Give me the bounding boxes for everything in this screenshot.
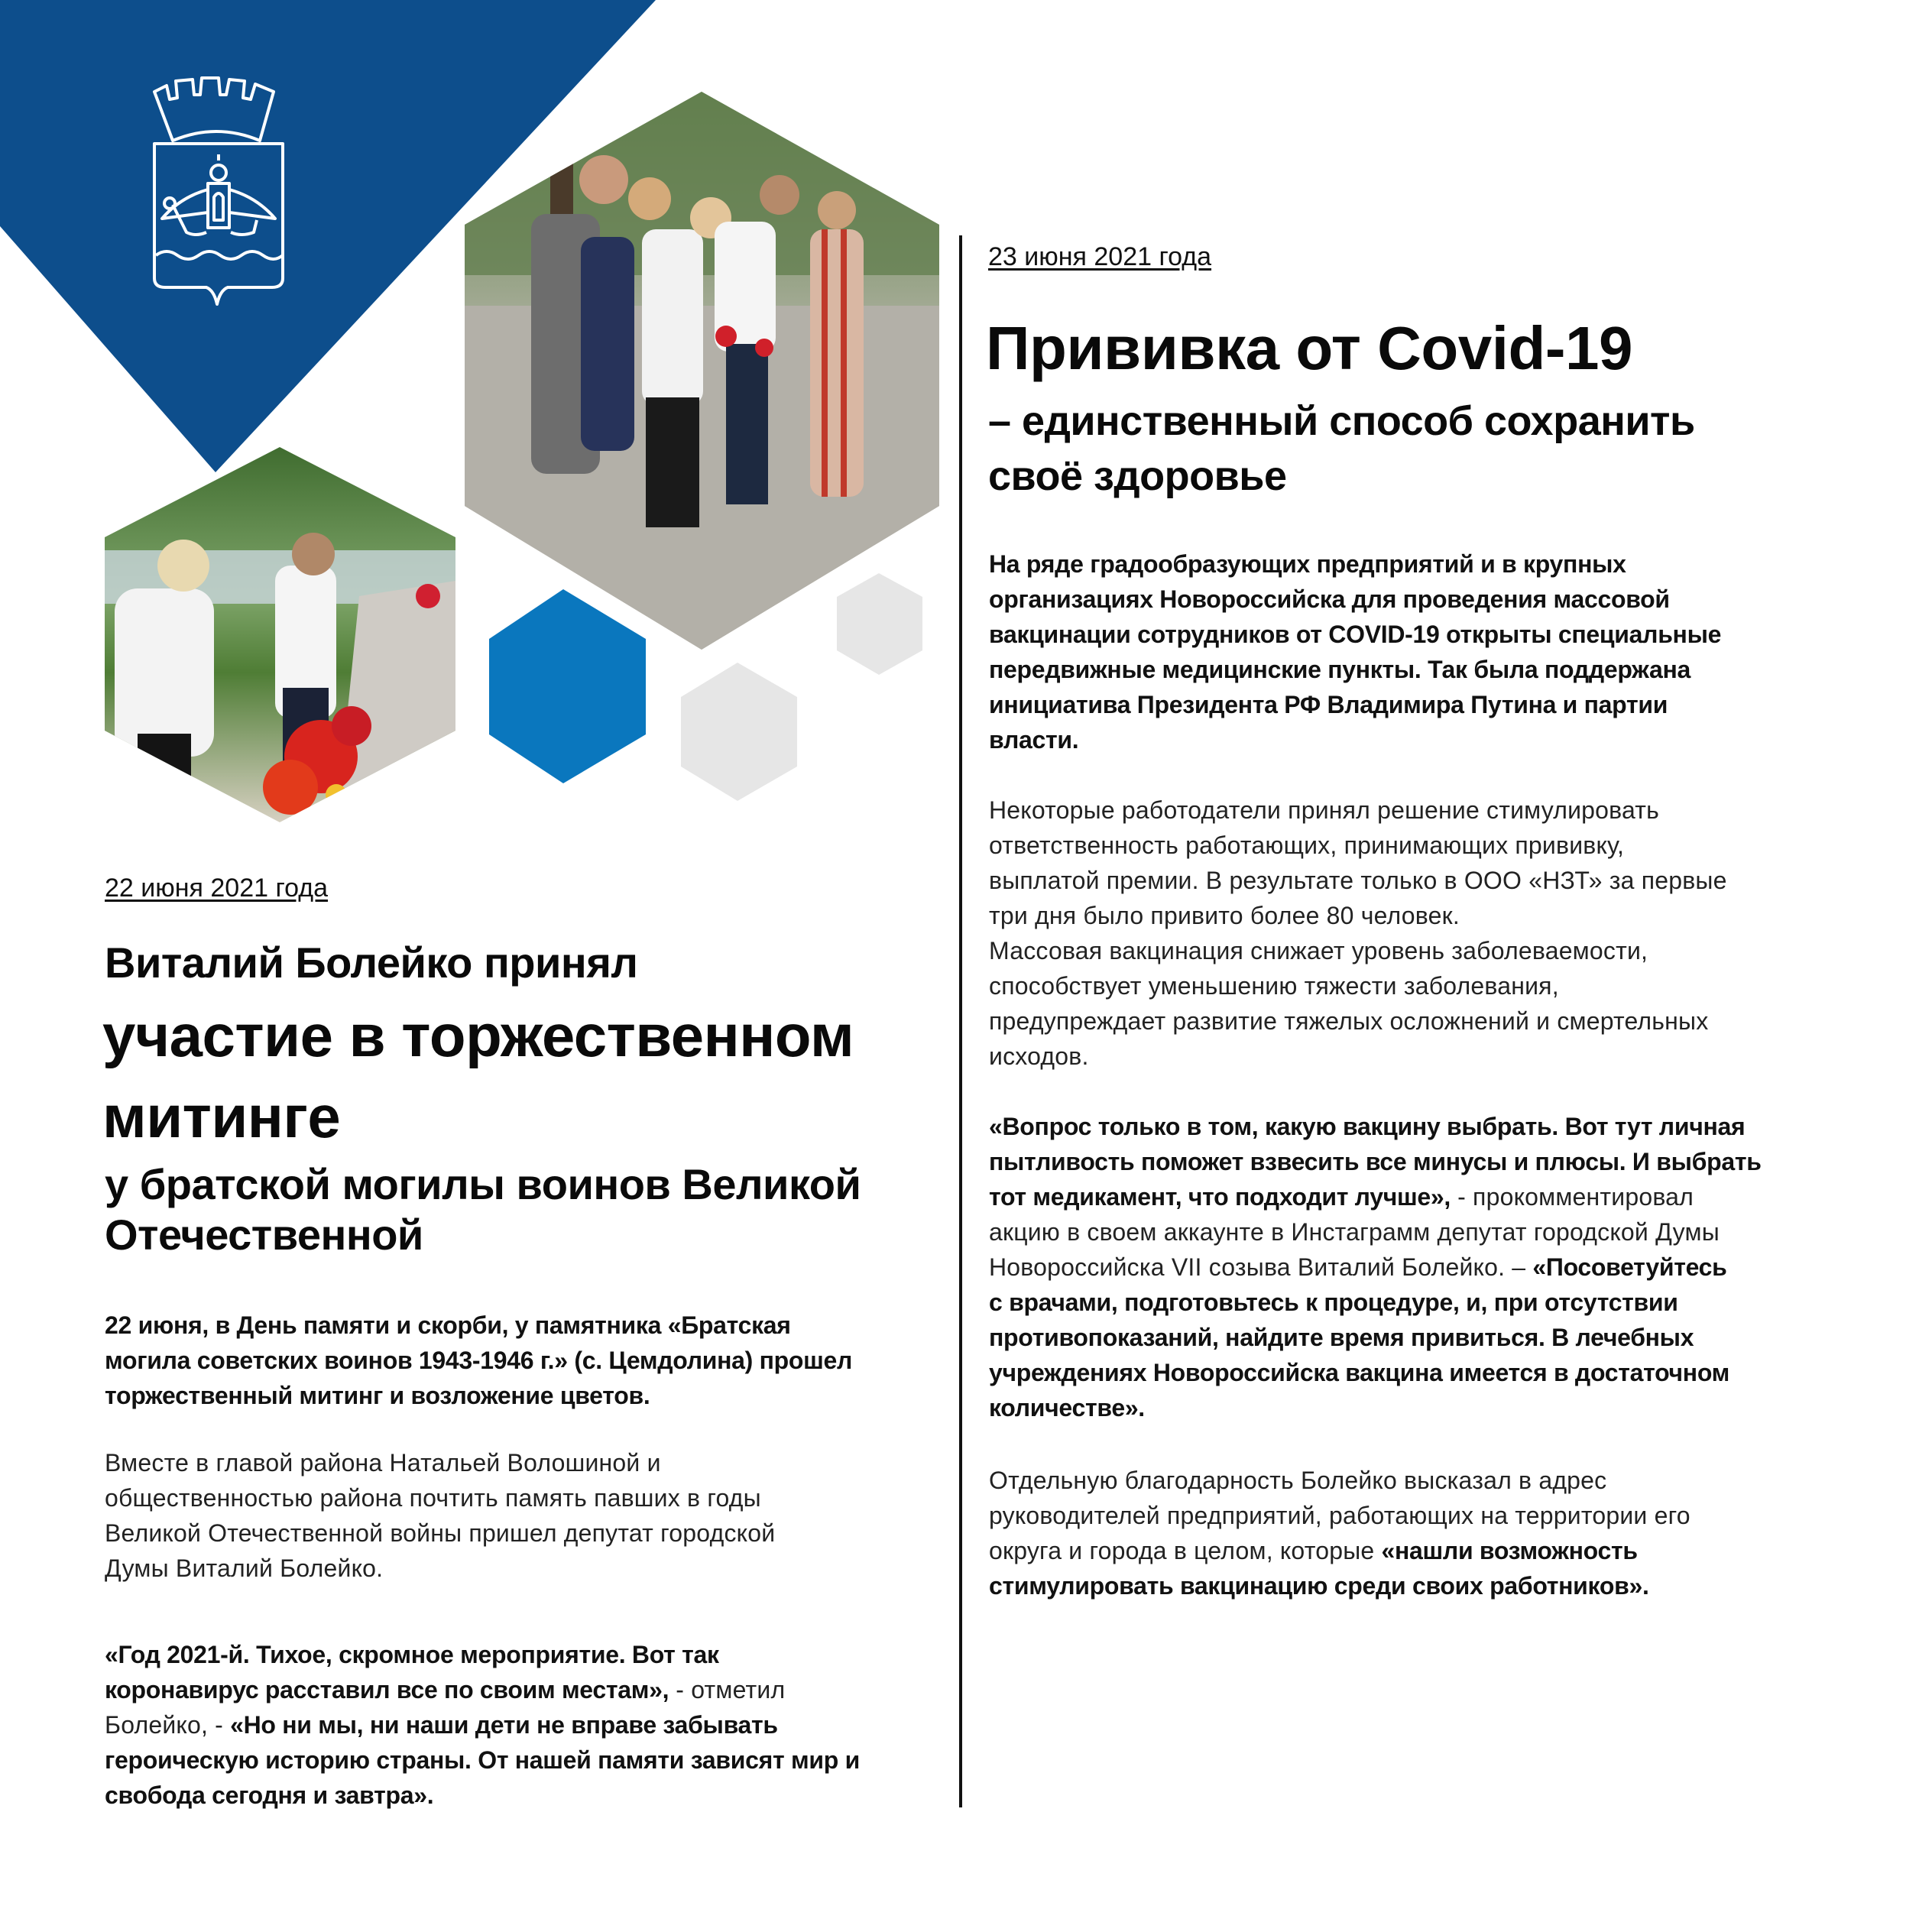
text-line: Великой Отечественной войны пришел депутат городской [105,1519,776,1547]
article-right-body [989,793,1727,1074]
quote-fragment: «Посоветуйтесь [1532,1253,1727,1281]
attribution-fragment: Новороссийска VII созыва Виталий Болейко. – [989,1253,1533,1281]
text-line: торжественный митинг и возложение цветов. [105,1382,650,1409]
article-left-date: 22 июня 2021 года [105,874,329,903]
article-right-closing [989,1463,1690,1603]
text-line: способствует уменьшению тяжести заболевания, [989,972,1559,1000]
hexagon-blue [489,589,646,783]
text-line: общественностью района почтить память павших в годы [105,1484,761,1512]
article-right-title: Прививка от Covid-19 [986,314,1632,382]
text-line: три дня было привито более 80 человек. [989,902,1460,929]
text-line: «Год 2021-й. Тихое, скромное мероприятие. Вот так [105,1641,719,1668]
article-right-lead [989,546,1721,757]
article-left-title-line-3: митинге [102,1083,341,1150]
text-line: вакцинации сотрудников от COVID-19 открыты специальные [989,621,1722,648]
article-right-subtitle-line-1: – единственный способ сохранить [988,398,1695,444]
text-line: Массовая вакцинация снижает уровень заболеваемости, [989,937,1648,964]
hexagon-gray-small [837,573,922,675]
text-line: Некоторые работодатели принял решение стимулировать [989,796,1660,824]
quote-fragment: «Но ни мы, ни наши дети не вправе забывать [230,1711,778,1739]
article-left-title-line-5: Отечественной [105,1211,423,1259]
text-line: противопоказаний, найдите время привиться. В лечебных [989,1324,1694,1351]
text-line: На ряде градообразующих предприятий и в крупных [989,550,1626,578]
attribution-fragment: - отметил [669,1676,786,1703]
quote-fragment: «нашли возможность [1381,1537,1638,1564]
text-line: стимулировать вакцинацию среди своих работников». [989,1572,1649,1600]
text-line: 22 июня, в День памяти и скорби, у памятника «Братская [105,1311,791,1339]
text-line: героическую историю страны. От нашей памяти зависят мир и [105,1746,860,1774]
article-left-body [105,1445,775,1586]
text-line: инициатива Президента РФ Владимира Путина и партии [989,691,1668,718]
text-line: выплатой премии. В результате только в ООО «НЗТ» за первые [989,867,1727,894]
text-line: Отдельную благодарность Болейко высказал в адрес [989,1467,1607,1494]
article-right-quote [989,1109,1762,1425]
quote-fragment: коронавирус расставил все по своим местам», [105,1676,669,1703]
attribution-fragment: Болейко, - [105,1711,231,1739]
article-left-title-line-2: участие в торжественном [102,1002,854,1069]
attribution-fragment: - прокомментировал [1451,1183,1694,1211]
text-line: могила советских воинов 1943-1946 г.» (с. Цемдолина) прошел [105,1347,853,1374]
column-divider [959,235,962,1807]
text-line: передвижные медицинские пункты. Так была поддержана [989,656,1690,683]
article-left-lead [105,1308,852,1413]
text-line: организациях Новороссийска для проведения массовой [989,585,1670,613]
article-left-quote [105,1637,860,1813]
text-line: Думы Виталий Болейко. [105,1554,384,1582]
text-line: учреждениях Новороссийска вакцина имеется в достаточном [989,1359,1730,1386]
text-line: Вместе в главой района Натальей Волошиной и [105,1449,661,1477]
article-right-date: 23 июня 2021 года [988,242,1212,271]
photo-large-group [459,84,948,657]
hexagon-gray-large [681,663,797,801]
text-fragment: округа и города в целом, которые [989,1537,1382,1564]
text-line: предупреждает развитие тяжелых осложнений и смертельных [989,1007,1709,1035]
article-left-title-line-4: у братской могилы воинов Великой [105,1160,861,1208]
text-line: исходов. [989,1042,1089,1070]
photo-small-memorial [99,443,466,825]
coat-of-arms-logo [150,75,287,309]
text-line: с врачами, подготовьтесь к процедуре, и, при отсутствии [989,1289,1678,1316]
text-line: акцию в своем аккаунте в Инстаграмм депутат городской Думы [989,1218,1720,1246]
text-line: ответственность работающих, принимающих прививку, [989,831,1625,859]
text-line: «Вопрос только в том, какую вакцину выбрать. Вот тут личная [989,1113,1746,1140]
article-right-subtitle-line-2: своё здоровье [988,453,1287,499]
text-line: свобода сегодня и завтра». [105,1781,434,1809]
article-left-title-line-1: Виталий Болейко принял [105,938,638,987]
text-line: пытливость поможет взвесить все минусы и плюсы. И выбрать [989,1148,1762,1175]
quote-fragment: тот медикамент, что подходит лучше», [989,1183,1451,1211]
text-line: власти. [989,726,1079,754]
text-line: руководителей предприятий, работающих на территории его [989,1502,1690,1529]
text-line: количестве». [989,1394,1145,1421]
